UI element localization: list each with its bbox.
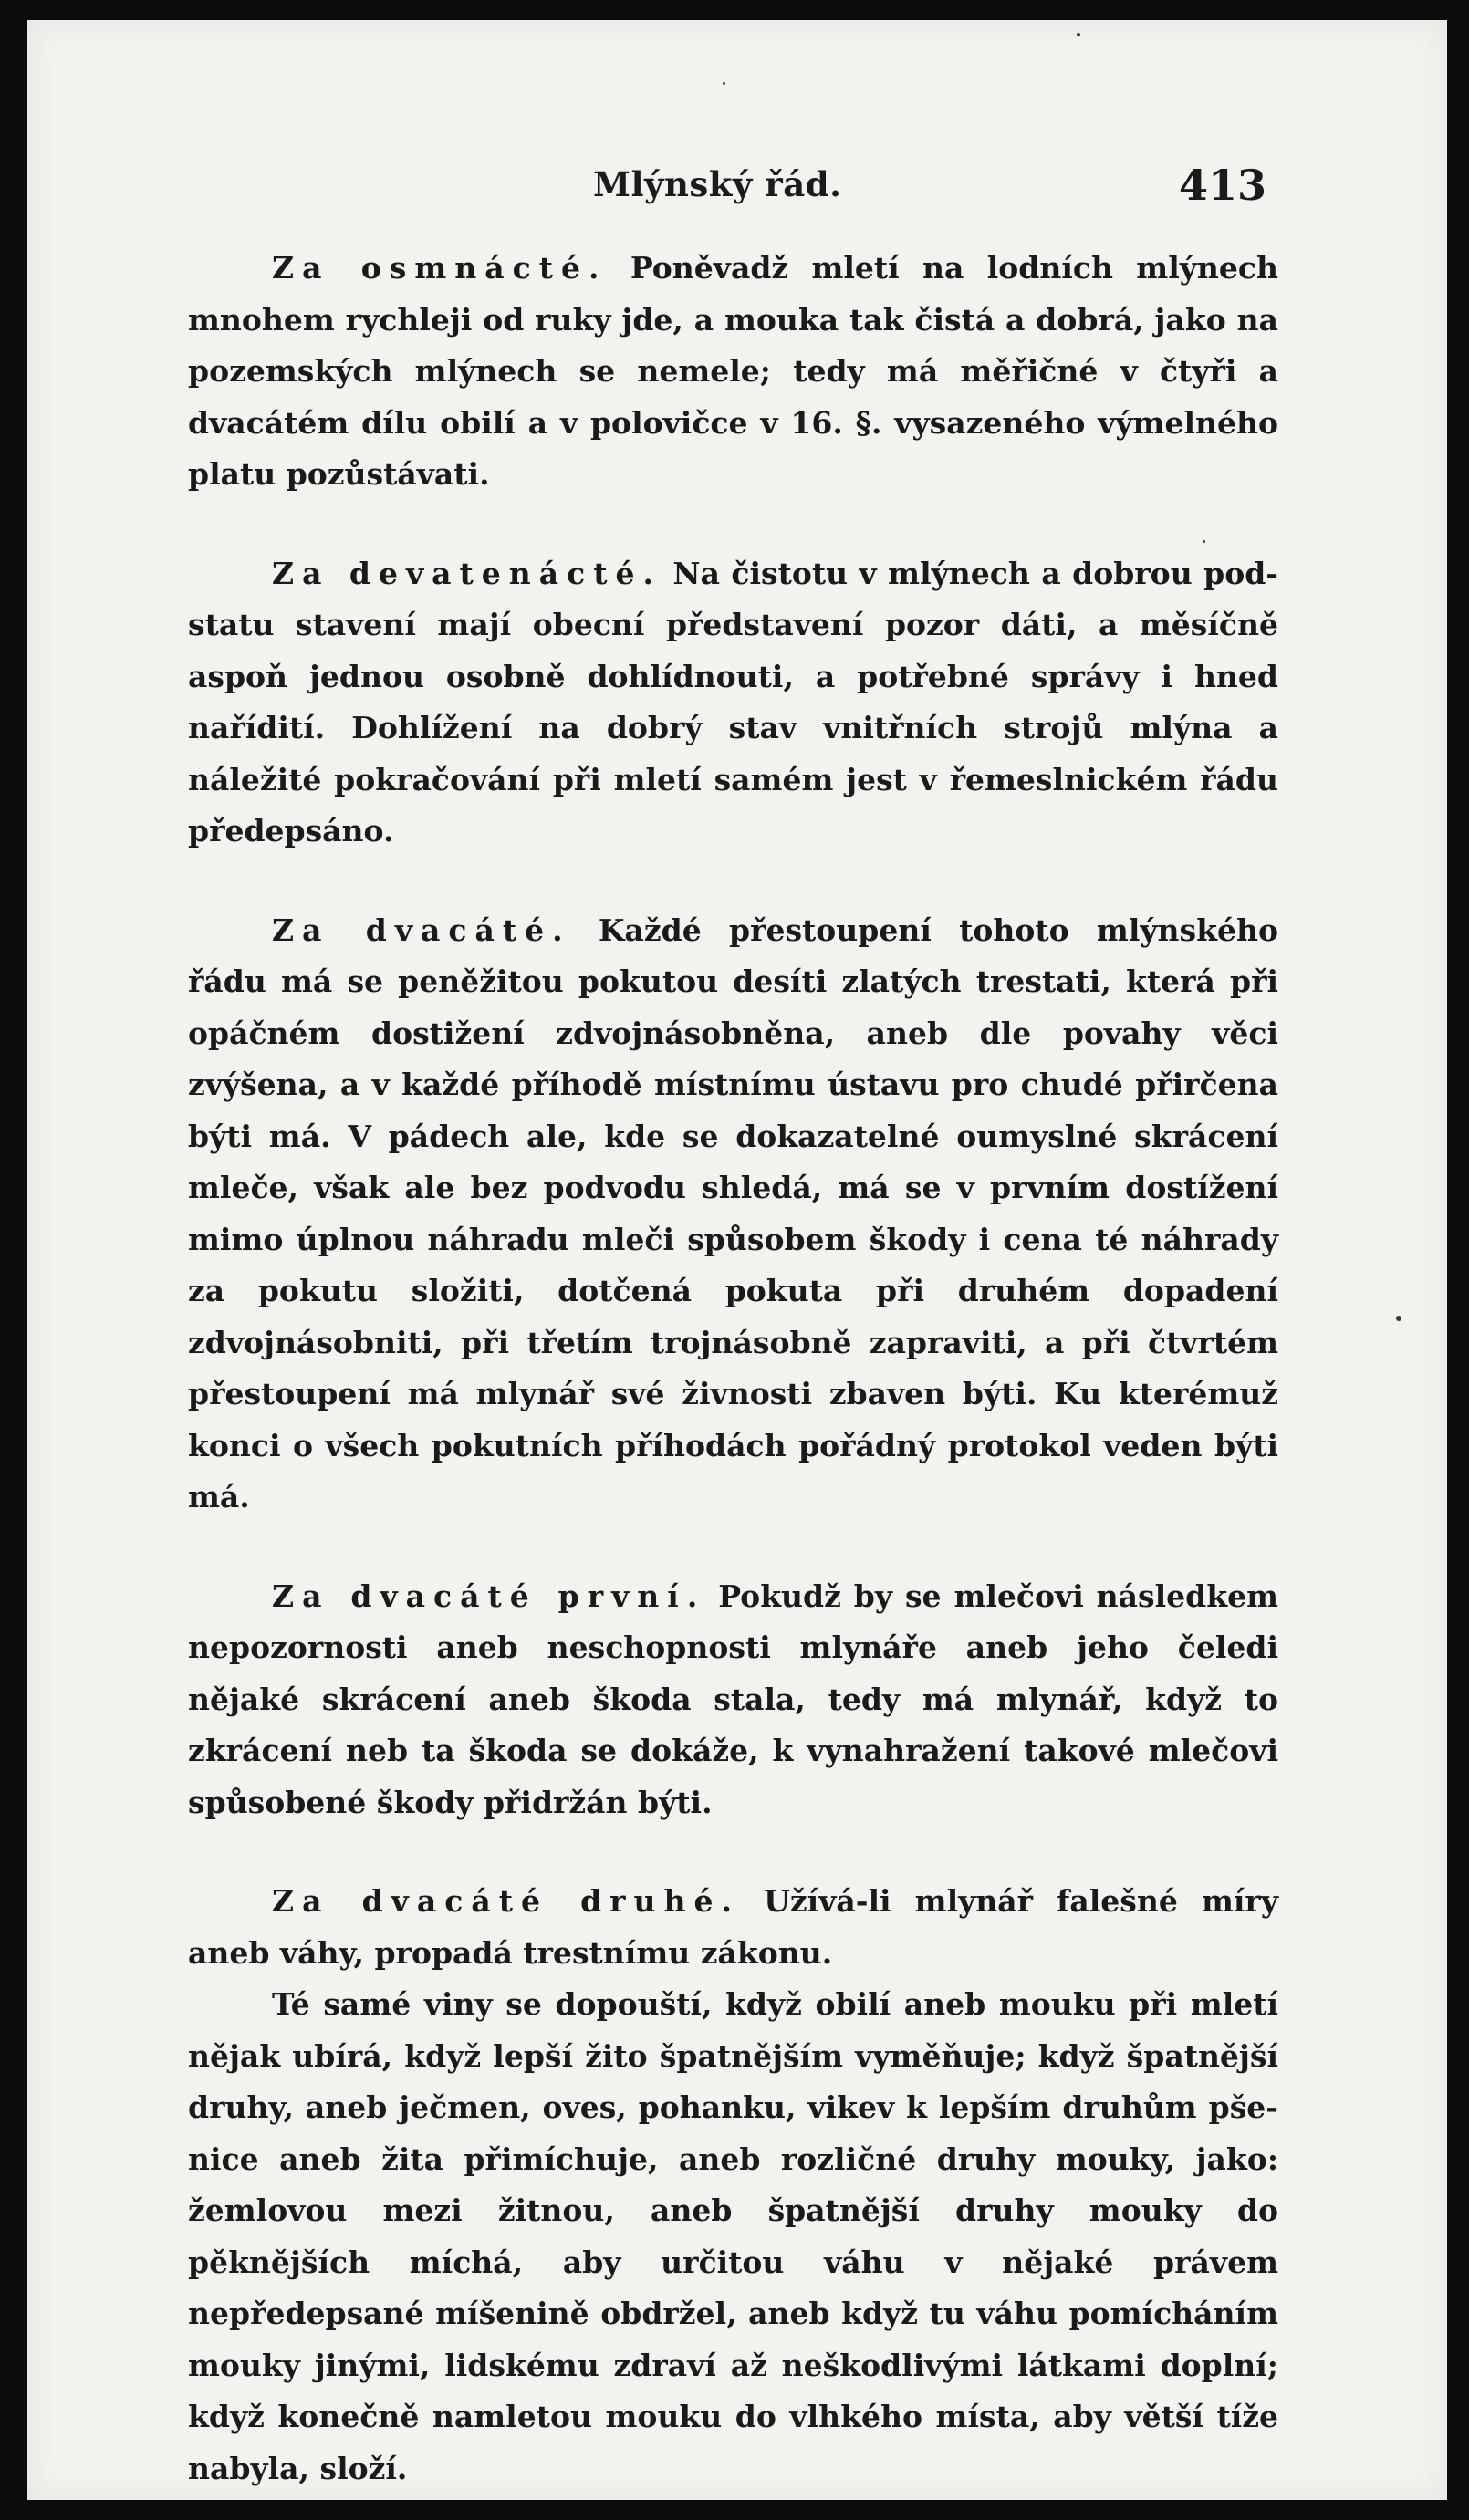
page-header <box>27 161 1447 219</box>
body-text <box>188 243 1278 2494</box>
paragraph-text: Poněvadž mletí na lodních mlýnech mnohem rychleji od ruky jde, a mouka tak čistá a dobrá, jako na pozemských mlýnech se nemele; tedy má měřičné v čtyři a dvacátém dílu obilí a v polovičce v 16. §. vysazeného výmelného platu pozůstávati. <box>188 250 1278 492</box>
paragraph-article-19 <box>188 548 1278 858</box>
paragraph-text: Na čistotu v mlýnech a dobrou podstatu stavení mají obecní představení pozor dáti, a měsíčně aspoň jednou osobně dohlídnouti, a potřebné správy i hned nařídití. Dohlížení na dobrý stav vnitřních strojů mlýna a náležité pokračování při mletí samém jest v řemeslnickém řádu předepsáno. <box>188 555 1278 849</box>
book-page <box>27 20 1447 2500</box>
article-heading: Za dvacáté první. <box>272 1578 706 1614</box>
paragraph-text: Každé přestoupení tohoto mlýnského řádu má se peněžitou pokutou desíti zlatých trestati, která při opáčném dostižení zdvojnásobněna, aneb dle povahy věci zvýšena, a v každé příhodě místnímu ústavu pro chudé přirčena býti má. V pádech ale, kde se dokazatelné oumyslné skrácení mleče, však ale bez podvodu shledá, má se v prvním dostížení mimo úplnou náhradu mleči spůsobem škody i cena té náhrady za pokutu složiti, dotčená pokuta při druhém dopadení zdvojnásobniti, při třetím trojnásobně zapraviti, a při čtvrtém přestoupení má mlynář své živnosti zbaven býti. Ku kterémuž konci o všech pokutních příhodách pořádný protokol veden býti má. <box>188 911 1278 1515</box>
article-heading: Za dvacáté druhé. <box>272 1883 741 1919</box>
paragraph-gap <box>188 501 1278 548</box>
paragraph-gap <box>188 1524 1278 1571</box>
paragraph-article-22 <box>188 1876 1278 1979</box>
scan-speck <box>1396 1316 1401 1321</box>
paragraph-gap <box>188 1828 1278 1876</box>
paragraph-text: Užívá-li mlynář falešné míry aneb váhy, propadá trestnímu zákonu. <box>188 1883 1278 1971</box>
paragraph-article-20 <box>188 905 1278 1524</box>
page-number: 413 <box>1179 161 1267 210</box>
paragraph-article-21 <box>188 1571 1278 1829</box>
paragraph-text: Pokudž by se mlečovi následkem nepozornosti aneb neschopnosti mlynáře aneb jeho čeledi nějaké skrácení aneb škoda stala, tedy má mlynář, když to zkrácení neb ta škoda se dokáže, k vynahražení takové mlečovi spůsobené škody přidržán býti. <box>188 1578 1278 1820</box>
paragraph-article-18 <box>188 243 1278 501</box>
paragraph-article-22-continued <box>188 1979 1278 2494</box>
scan-speck <box>723 82 725 85</box>
scan-speck <box>1077 33 1080 36</box>
article-heading: Za devatenácté. <box>272 555 662 591</box>
scan-speck <box>1203 540 1205 543</box>
running-title: Mlýnský řád. <box>593 164 842 204</box>
article-heading: Za osmnácté. <box>272 250 608 286</box>
paragraph-gap <box>188 858 1278 905</box>
article-heading: Za dvacáté. <box>272 911 571 948</box>
paragraph-text: Té samé viny se dopouští, když obilí aneb mouku při mletí nějak ubírá, když lepší žito špatnějším vyměňuje; když špatnější druhy, aneb ječmen, oves, pohanku, vikev k lepším druhům pšenice aneb žita přimíchuje, aneb rozličné druhy mouky, jako: žemlovou mezi žitnou, aneb špatnější druhy mouky do pěknějších míchá, aby určitou váhu v nějaké právem nepředepsané míšenině obdržel, aneb když tu váhu pomícháním mouky jinými, lidskému zdraví až neškodlivými látkami doplní; když konečně namletou mouku do vlhkého místa, aby větší tíže nabyla, složí. <box>188 1986 1278 2486</box>
